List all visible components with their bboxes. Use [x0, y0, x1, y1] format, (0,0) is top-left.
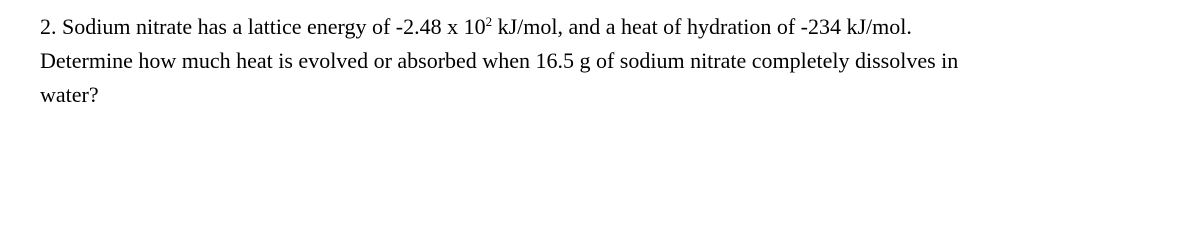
question-line-1-end: kJ/mol, and a heat of hydration of -234 kJ/mol.: [492, 14, 912, 39]
question-line-2: Determine how much heat is evolved or absorbed when 16.5 g of sodium nitrate completely dissolves in: [40, 48, 959, 73]
question-line-1: [40, 10, 1190, 44]
question-text-block: [40, 10, 1190, 112]
question-line-3: water?: [40, 82, 99, 107]
question-line-1-start: 2. Sodium nitrate has a lattice energy of -2.48 x 10: [40, 14, 486, 39]
exponent-superscript: 2: [485, 14, 493, 29]
